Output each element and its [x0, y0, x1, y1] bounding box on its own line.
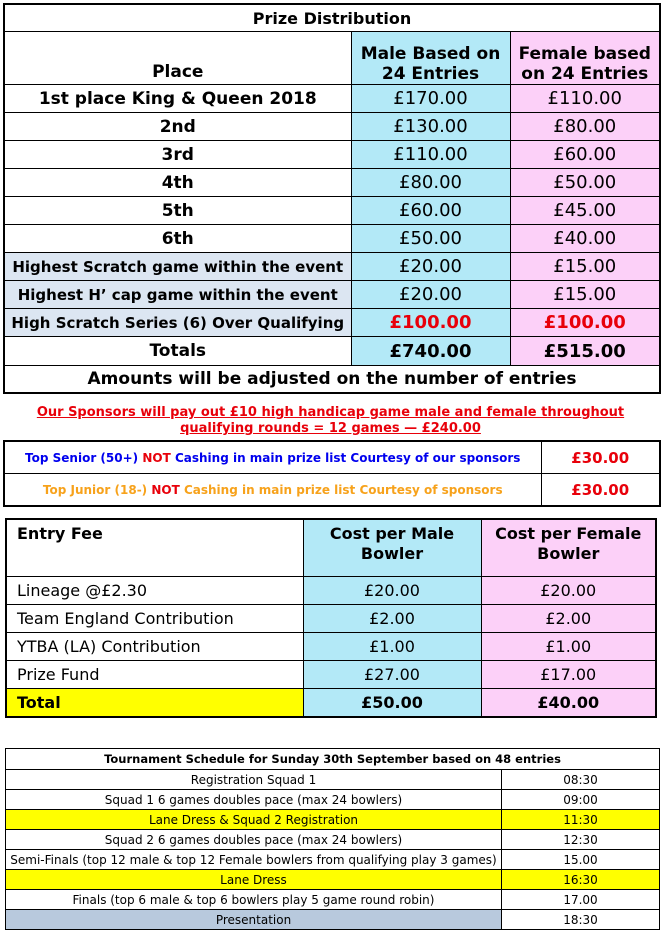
female-header [510, 32, 660, 85]
schedule-event: Registration Squad 1 [6, 770, 502, 790]
prize-row [4, 281, 660, 309]
schedule-time: 11:30 [502, 810, 660, 830]
fee-row [6, 661, 656, 689]
extra-prizes-table [3, 440, 661, 507]
schedule-title-row [6, 749, 660, 770]
schedule-table [5, 748, 660, 930]
prize-place: High Scratch Series (6) Over Qualifying [4, 309, 351, 337]
schedule-row [6, 770, 660, 790]
male-header-line-1: Male Based on [360, 44, 501, 64]
junior-pre: Top Junior (18-) [42, 482, 152, 497]
sponsor-note [0, 405, 661, 437]
fees-header-row [6, 519, 656, 577]
schedule-time: 08:30 [502, 770, 660, 790]
entry-fee-table [5, 518, 657, 718]
prize-male: £130.00 [351, 113, 510, 141]
totals-male: £740.00 [351, 337, 510, 366]
prize-male: £20.00 [351, 281, 510, 309]
prize-row [4, 141, 660, 169]
prize-male: £110.00 [351, 141, 510, 169]
fee-total-label: Total [6, 689, 303, 718]
prize-header-row [4, 32, 660, 85]
fee-male: £1.00 [303, 633, 481, 661]
schedule-row [6, 890, 660, 910]
prize-female: £110.00 [510, 85, 660, 113]
fee-label: Team England Contribution [6, 605, 303, 633]
prize-male: £50.00 [351, 225, 510, 253]
prize-footer-row [4, 366, 660, 393]
male-cost-header [303, 519, 481, 577]
prize-male: £170.00 [351, 85, 510, 113]
prize-female: £15.00 [510, 253, 660, 281]
prize-title-row [4, 4, 660, 32]
schedule-event: Squad 2 6 games doubles pace (max 24 bowlers) [6, 830, 502, 850]
male-header [351, 32, 510, 85]
senior-not: NOT [142, 450, 171, 465]
fee-female: £17.00 [481, 661, 656, 689]
male-header-line-2: 24 Entries [381, 64, 480, 84]
male-cost-header-line-1: Cost per Male [329, 524, 455, 543]
schedule-row [6, 910, 660, 930]
prize-row [4, 253, 660, 281]
totals-label: Totals [4, 337, 351, 366]
fee-row [6, 633, 656, 661]
fee-label: Prize Fund [6, 661, 303, 689]
senior-text [4, 441, 541, 474]
schedule-event: Presentation [6, 910, 502, 930]
fee-male: £20.00 [303, 577, 481, 605]
schedule-row [6, 830, 660, 850]
place-header: Place [4, 32, 351, 85]
schedule-row [6, 870, 660, 890]
sponsor-note-line-2: qualifying rounds = 12 games — £240.00 [180, 421, 481, 436]
fee-female: £2.00 [481, 605, 656, 633]
prize-title: Prize Distribution [4, 4, 660, 32]
prize-male: £20.00 [351, 253, 510, 281]
senior-amount: £30.00 [541, 441, 660, 474]
schedule-time: 17.00 [502, 890, 660, 910]
prize-place: 1st place King & Queen 2018 [4, 85, 351, 113]
fee-label: Lineage @£2.30 [6, 577, 303, 605]
sponsor-note-line-1: Our Sponsors will pay out £10 high handicap game male and female throughout [36, 405, 625, 420]
prize-place: 4th [4, 169, 351, 197]
prize-row [4, 197, 660, 225]
fee-female: £20.00 [481, 577, 656, 605]
junior-amount: £30.00 [541, 474, 660, 507]
schedule-event: Lane Dress [6, 870, 502, 890]
schedule-event: Semi-Finals (top 12 male & top 12 Female bowlers from qualifying play 3 games) [6, 850, 502, 870]
schedule-row [6, 810, 660, 830]
schedule-row [6, 850, 660, 870]
fee-total-female: £40.00 [481, 689, 656, 718]
schedule-event: Lane Dress & Squad 2 Registration [6, 810, 502, 830]
fee-female: £1.00 [481, 633, 656, 661]
prize-row [4, 169, 660, 197]
schedule-event: Finals (top 6 male & top 6 bowlers play 5 game round robin) [6, 890, 502, 910]
junior-not: NOT [151, 482, 180, 497]
fee-total-row [6, 689, 656, 718]
schedule-time: 18:30 [502, 910, 660, 930]
senior-row [4, 441, 660, 474]
prize-place: 2nd [4, 113, 351, 141]
female-header-line-1: Female based [518, 44, 651, 64]
junior-text [4, 474, 541, 507]
prize-place: 6th [4, 225, 351, 253]
prize-female: £50.00 [510, 169, 660, 197]
prize-female: £100.00 [510, 309, 660, 337]
junior-post: Cashing in main prize list Courtesy of sponsors [179, 482, 503, 497]
male-cost-header-line-2: Bowler [360, 544, 424, 563]
schedule-time: 09:00 [502, 790, 660, 810]
prize-male: £100.00 [351, 309, 510, 337]
prize-row [4, 225, 660, 253]
schedule-event: Squad 1 6 games doubles pace (max 24 bowlers) [6, 790, 502, 810]
senior-pre: Top Senior (50+) [25, 450, 143, 465]
fee-total-male: £50.00 [303, 689, 481, 718]
prize-female: £40.00 [510, 225, 660, 253]
prize-male: £60.00 [351, 197, 510, 225]
prize-row [4, 309, 660, 337]
prize-row [4, 113, 660, 141]
prize-footer: Amounts will be adjusted on the number of entries [4, 366, 660, 393]
fee-row [6, 605, 656, 633]
totals-female: £515.00 [510, 337, 660, 366]
prize-female: £60.00 [510, 141, 660, 169]
prize-female: £80.00 [510, 113, 660, 141]
fee-row [6, 577, 656, 605]
fee-male: £27.00 [303, 661, 481, 689]
prize-male: £80.00 [351, 169, 510, 197]
schedule-time: 15.00 [502, 850, 660, 870]
schedule-row [6, 790, 660, 810]
prize-place: Highest H’ cap game within the event [4, 281, 351, 309]
prize-place: 5th [4, 197, 351, 225]
fee-label: YTBA (LA) Contribution [6, 633, 303, 661]
schedule-time: 16:30 [502, 870, 660, 890]
prize-distribution-table [3, 3, 661, 394]
fee-male: £2.00 [303, 605, 481, 633]
junior-row [4, 474, 660, 507]
prize-place: Highest Scratch game within the event [4, 253, 351, 281]
prize-totals-row [4, 337, 660, 366]
entry-fee-header: Entry Fee [6, 519, 303, 577]
prize-female: £15.00 [510, 281, 660, 309]
schedule-title: Tournament Schedule for Sunday 30th September based on 48 entries [6, 749, 660, 770]
female-cost-header-line-1: Cost per Female [495, 524, 642, 543]
prize-female: £45.00 [510, 197, 660, 225]
female-cost-header-line-2: Bowler [537, 544, 600, 563]
female-header-line-2: on 24 Entries [521, 64, 649, 84]
prize-row [4, 85, 660, 113]
schedule-time: 12:30 [502, 830, 660, 850]
female-cost-header [481, 519, 656, 577]
senior-post: Cashing in main prize list Courtesy of our sponsors [170, 450, 521, 465]
prize-place: 3rd [4, 141, 351, 169]
